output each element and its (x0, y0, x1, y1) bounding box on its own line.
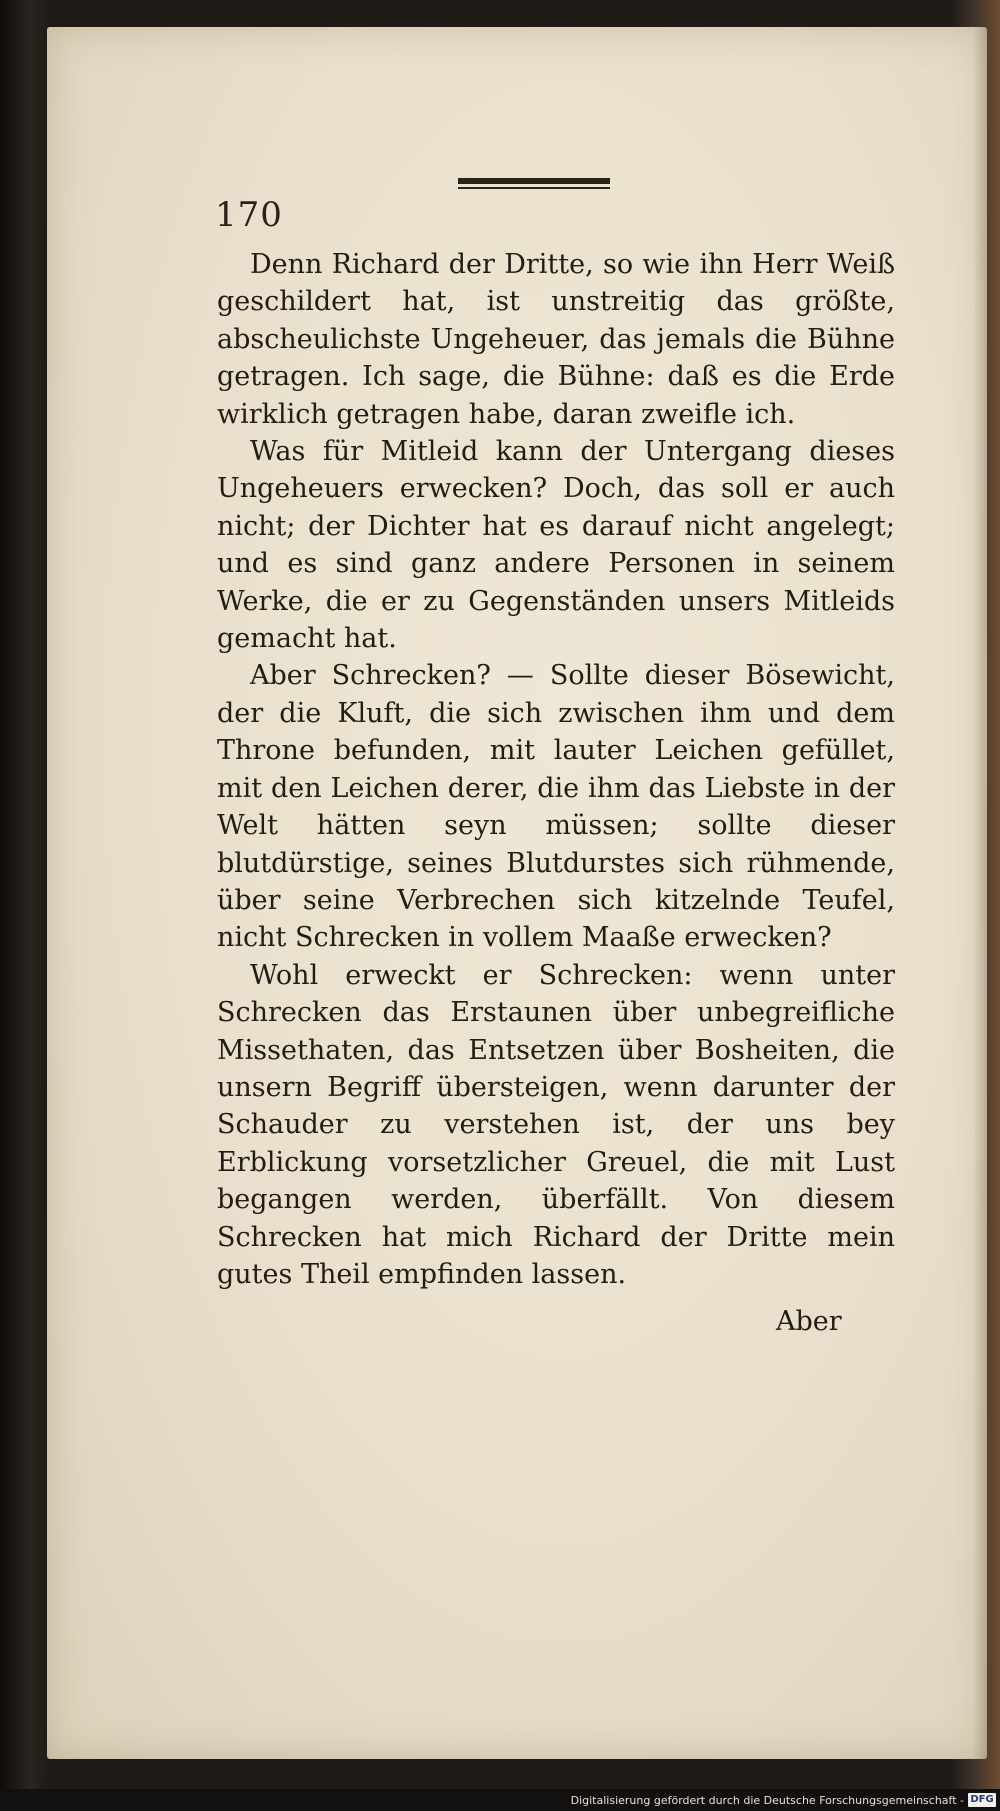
paragraph-1: Denn Richard der Dritte, so wie ihn Herr Weiß geschildert hat, ist unstreitig das größte, abscheulichste Ungeheuer, das jemals die Bühne getragen. Ich sage, die Bühne: daß es die Erde wirklich getragen habe, daran zweifle ich. (217, 249, 895, 430)
page-edge-shadow (973, 27, 987, 1759)
paragraph-3: Aber Schrecken? — Sollte dieser Bösewicht, der die Kluft, die sich zwischen ihm und dem Throne befunden, mit lauter Leichen gefüllet, mit den Leichen derer, die ihm das Liebste in der Welt hätten seyn müssen; sollte dieser blutdürstige, seines Blutdurstes sich rühmende, über seine Verbrechen sich kitzelnde Teufel, nicht Schrecken in vollem Maaße erwecken? (217, 660, 895, 954)
catchword: Aber (776, 1306, 842, 1337)
header-rule-thin-line (458, 187, 610, 189)
paragraph-4: Wohl erweckt er Schrecken: wenn unter Schrecken das Erstaunen über unbegreifliche Missethaten, das Entsetzen über Bosheiten, die unsern Begriff übersteigen, wenn darunter der Schauder zu verstehen ist, der uns bey Erblickung vorsetzlicher Greuel, die mit Lust begangen werden, überfällt. Von diesem Schrecken hat mich Richard der Dritte mein gutes Theil empfinden lassen. (217, 959, 895, 1290)
page-number: 170 (215, 195, 283, 235)
header-rule-thick-line (458, 178, 610, 184)
dfg-logo-icon: DFG (968, 1793, 996, 1807)
paragraph-2: Was für Mitleid kann der Untergang dieses Ungeheuers erwecken? Doch, das soll er auch nicht; der Dichter hat es darauf nicht angelegt; und es sind ganz andere Personen in seinem Werke, die er zu Gegenständen unsers Mitleids gemacht hat. (217, 436, 895, 655)
digitization-credit: Digitalisierung gefördert durch die Deutsche Forschungsgemeinschaft - (570, 1794, 964, 1807)
header-ornament-rule (458, 178, 610, 191)
body-text (217, 246, 895, 1293)
